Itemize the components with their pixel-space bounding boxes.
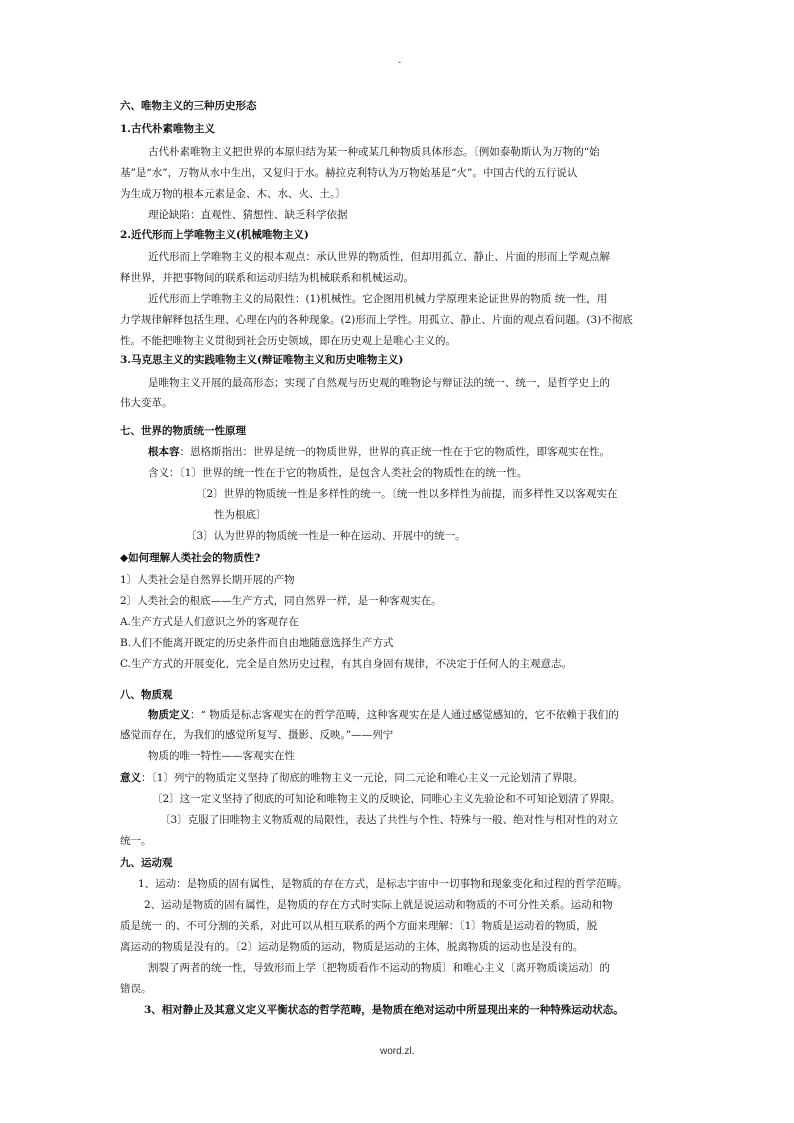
footer-text: word.zl. [380, 1046, 415, 1057]
subsection-1-title: 1.古代朴素唯物主义 [120, 123, 215, 135]
section-7-title: 七、世界的物质统一性原理 [120, 425, 246, 437]
paragraph-line: 2、运动是物质的固有属性，是物质的存在方式时实际上就是说运动和物质的不可分性关系。运动和物 [144, 899, 613, 911]
list-item: C.生产方式的开展变化，完全是自然历史过程，有其自身固有规律，不决定于任何人的主观意志。 [120, 658, 572, 670]
list-item: B.人们不能离开既定的历史条件而自由地随意选择生产方式 [120, 637, 394, 649]
paragraph-line: 离运动的物质是没有的。〔2〕运动是物质的运动，物质是运动的主体，脱离物质的运动也是没有的。 [120, 941, 584, 953]
section-9-title: 九、运动观 [120, 857, 173, 869]
paragraph-line: 统一。 [120, 835, 152, 847]
paragraph-line: 错误。 [120, 983, 152, 995]
basic-content-label: 根本容 [148, 446, 180, 458]
list-item: A.生产方式是人们意识之外的客观存在 [120, 616, 299, 628]
section-6-title: 六、唯物主义的三种历史形态 [120, 100, 257, 112]
basic-content-text: ：恩格斯指出：世界是统一的物质世界，世界的真正统一性在于它的物质性，即客观实在性。 [179, 446, 610, 458]
list-item: 1〕人类社会是自然界长期开展的产物 [120, 574, 295, 586]
paragraph-line: 1、运动：是物质的固有属性，是物质的存在方式，是标志宇宙中一切事物和现象变化和过程的哲学范畴。 [138, 878, 628, 890]
paragraph-line: 含义：〔1〕世界的统一性在于它的物质性，是包含人类社会的物质性在的统一性。 [148, 467, 528, 479]
paragraph-line: 〔3〕克服了旧唯物主义物质观的局限性，表达了共性与个性、特殊与一般、绝对性与相对性的对立 [160, 814, 619, 826]
significance-line [120, 771, 583, 785]
paragraph-line: 为生成万物的根本元素是金、木、水、火、土。〕 [120, 188, 346, 200]
subsection-3-title: 3.马克思主义的实践唯物主义(辩证唯物主义和历史唯物主义) [120, 354, 404, 366]
paragraph-line: 伟大变革。 [120, 397, 173, 409]
definition-text: ：“ 物质是标志客观实在的哲学范畴，这种客观实在是人通过感觉感知的，它不依赖于我们的 [190, 709, 619, 721]
paragraph-line: 〔3〕认为世界的物质统一性是一种在运动、开展中的统一。 [186, 530, 466, 542]
paragraph-line: 割裂了两者的统一性，导致形而上学〔把物质看作不运动的物质〕和唯心主义〔离开物质谈运动〕的 [148, 962, 610, 974]
definition-label: 物质定义 [148, 709, 190, 721]
paragraph-line: 理论缺陷：直观性、猜想性、缺乏科学依据 [148, 209, 348, 221]
section-8-title: 八、物质观 [120, 689, 173, 701]
paragraph-line: 质是统一 的、不可分割的关系，对此可以从相互联系的两个方面来理解：〔1〕物质是运动着的物质，脱 [120, 920, 598, 932]
paragraph-line: 力学规律解释包括生理、心理在内的各种现象。(2)形而上学性。用孤立、静止、片面的观点看问题。(3)不彻底 [120, 314, 633, 326]
paragraph-line: 3、相对静止及其意义定义平衡状态的哲学范畴，是物质在绝对运动中所显现出来的一种特殊运动状态。 [144, 1004, 624, 1016]
paragraph-line: 释世界，并把事物间的联系和运动归结为机械联系和机械运动。 [120, 272, 414, 284]
paragraph-line: 物质的唯一特性——客观实在性 [148, 750, 295, 762]
paragraph-line: 性为根底〕 [214, 509, 267, 521]
significance-text: ：〔1〕列宁的物质定义坚持了彻底的唯物主义一元论，同二元论和唯心主义一元论划清了界限。 [141, 772, 584, 784]
paragraph-line: 〔2〕世界的物质统一性是多样性的统一。〔统一性以多样性为前提，而多样性又以客观实在 [196, 488, 618, 500]
paragraph-line: 是唯物主义开展的最高形态；实现了自然观与历史观的唯物论与辩证法的统一、统一，是哲学史上的 [148, 377, 610, 389]
header-mark: - [398, 58, 402, 68]
question-heading: ◆如何理解人类社会的物质性? [120, 552, 261, 564]
paragraph-line: 近代形而上学唯物主义的局限性：(1)机械性。它企图用机械力学原理来论证世界的物质 统一性，用 [148, 293, 608, 305]
paragraph-line: 〔2〕这一定义坚持了彻底的可知论和唯物主义的反映论，同唯心主义先验论和不可知论划清了界限。 [152, 793, 621, 805]
paragraph-line: 近代形而上学唯物主义的根本观点：承认世界的物质性，但却用孤立、静止、片面的形而上学观点解 [148, 251, 610, 263]
paragraph-line: 性。不能把唯物主义贯彻到社会历史领域，即在历史观上是唯心主义的。 [120, 335, 456, 347]
list-item: 2〕人类社会的根底——生产方式，同自然界一样，是一种客观实在。 [120, 595, 442, 607]
paragraph-line: 古代朴素唯物主义把世界的本原归结为某一种或某几种物质具体形态。〔例如泰勒斯认为万物的“始 [148, 146, 600, 158]
paragraph-line: 基”是“水”，万物从水中生出，又复归于水。赫拉克利特认为万物始基是“火”。中国古代的五行说认 [120, 167, 578, 179]
significance-label: 意义 [120, 772, 141, 784]
subsection-2-title: 2.近代形而上学唯物主义(机械唯物主义) [120, 229, 309, 241]
paragraph-line: 感觉而存在，为我们的感觉所复写、摄影、反映。”——列宁 [120, 729, 394, 741]
definition-line [148, 708, 619, 722]
basic-content-line [148, 445, 610, 459]
